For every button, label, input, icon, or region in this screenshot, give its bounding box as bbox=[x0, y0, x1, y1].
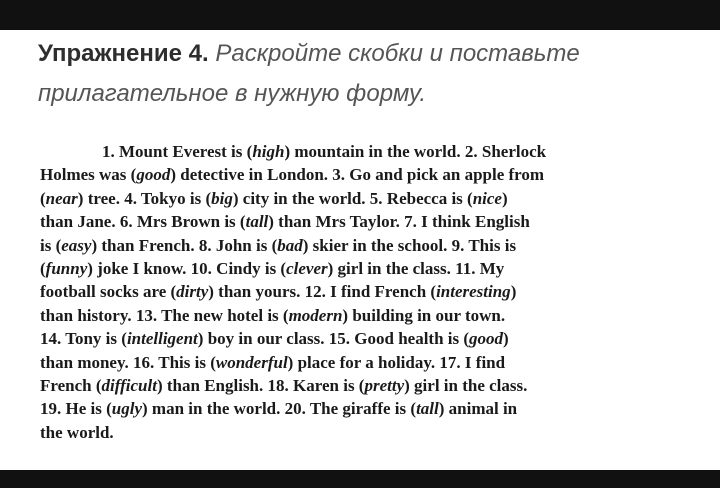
exercise-text-segment: 19. He is ( bbox=[40, 399, 112, 419]
exercise-text-segment: ) place for a holiday. 17. I find bbox=[287, 352, 506, 372]
exercise-text-segment: ( bbox=[40, 258, 46, 278]
adjective-in-brackets: funny bbox=[45, 258, 88, 278]
exercise-text-segment: is ( bbox=[40, 235, 62, 255]
exercise-text-segment: ) joke I know. 10. Cindy is ( bbox=[87, 258, 287, 278]
adjective-in-brackets: bad bbox=[277, 235, 303, 255]
exercise-text-segment: ) than English. 18. Karen is ( bbox=[156, 375, 365, 395]
exercise-text-segment: ) detective in London. 3. Go and pick an apple from bbox=[170, 165, 545, 185]
exercise-text-segment: Holmes was ( bbox=[40, 165, 137, 185]
exercise-text-segment: ) bbox=[503, 329, 509, 349]
adjective-in-brackets: interesting bbox=[436, 282, 511, 302]
adjective-in-brackets: tall bbox=[416, 399, 439, 419]
exercise-text-segment: ) than French. 8. John is ( bbox=[91, 235, 278, 255]
adjective-in-brackets: good bbox=[469, 329, 504, 349]
exercise-line bbox=[40, 140, 680, 163]
exercise-line bbox=[40, 187, 680, 210]
exercise-line bbox=[40, 351, 680, 374]
exercise-text-segment: ) bbox=[510, 282, 517, 302]
adjective-in-brackets: modern bbox=[288, 305, 343, 325]
exercise-line bbox=[40, 234, 680, 257]
exercise-instruction-part1: Раскройте скобки и поставьте bbox=[215, 40, 580, 67]
exercise-text-segment: ) girl in the class. bbox=[404, 375, 528, 395]
adjective-in-brackets: wonderful bbox=[215, 352, 288, 372]
exercise-instruction-part2: прилагательное в нужную форму. bbox=[38, 80, 427, 107]
adjective-in-brackets: nice bbox=[472, 188, 502, 208]
exercise-text-block bbox=[40, 140, 680, 444]
exercise-page bbox=[0, 30, 720, 470]
exercise-line bbox=[40, 327, 680, 350]
exercise-text-segment: ( bbox=[40, 188, 46, 208]
exercise-text-segment: the world. bbox=[40, 422, 114, 442]
exercise-line bbox=[40, 397, 680, 420]
exercise-text-segment: than history. 13. The new hotel is ( bbox=[40, 305, 289, 325]
exercise-text-segment: ) animal in bbox=[438, 399, 518, 419]
exercise-text-segment: football socks are ( bbox=[40, 282, 177, 302]
adjective-in-brackets: near bbox=[45, 188, 78, 208]
adjective-in-brackets: difficult bbox=[101, 375, 157, 395]
exercise-text-segment: than money. 16. This is ( bbox=[40, 352, 216, 372]
exercise-text-segment: ) skier in the school. 9. This is bbox=[302, 235, 517, 255]
adjective-in-brackets: pretty bbox=[364, 375, 405, 395]
exercise-text-segment: ) mountain in the world. 2. Sherlock bbox=[284, 142, 547, 161]
exercise-text-segment: ) than Mrs Taylor. 7. I think English bbox=[268, 212, 530, 232]
exercise-text-segment: ) tree. 4. Tokyo is ( bbox=[77, 188, 212, 208]
adjective-in-brackets: dirty bbox=[176, 282, 209, 302]
exercise-text-segment: ) girl in the class. 11. My bbox=[327, 258, 505, 278]
adjective-in-brackets: high bbox=[252, 142, 285, 161]
exercise-text-segment: ) than yours. 12. I find French ( bbox=[208, 282, 437, 302]
exercise-label: Упражнение 4. bbox=[38, 40, 209, 67]
exercise-text-segment: ) boy in our class. 15. Good health is ( bbox=[197, 329, 470, 349]
exercise-text-segment: ) man in the world. 20. The giraffe is ( bbox=[142, 399, 417, 419]
adjective-in-brackets: ugly bbox=[111, 399, 143, 419]
exercise-text-segment: ) city in the world. 5. Rebecca is ( bbox=[232, 188, 473, 208]
adjective-in-brackets: tall bbox=[245, 212, 269, 232]
exercise-text-segment: ) bbox=[501, 188, 508, 208]
exercise-line bbox=[40, 210, 680, 233]
exercise-text-segment: 14. Tony is ( bbox=[40, 329, 127, 349]
exercise-line bbox=[40, 257, 680, 280]
exercise-text-segment: ) building in our town. bbox=[342, 305, 506, 325]
adjective-in-brackets: clever bbox=[286, 258, 328, 278]
adjective-in-brackets: easy bbox=[61, 235, 92, 255]
exercise-line bbox=[40, 280, 680, 303]
bottom-dark-band bbox=[0, 470, 720, 488]
exercise-text-segment: French ( bbox=[40, 375, 102, 395]
top-dark-band bbox=[0, 0, 720, 30]
adjective-in-brackets: intelligent bbox=[126, 329, 198, 349]
exercise-line bbox=[40, 374, 680, 397]
exercise-heading bbox=[38, 34, 698, 114]
adjective-in-brackets: good bbox=[136, 165, 171, 185]
adjective-in-brackets: big bbox=[211, 188, 233, 208]
exercise-line bbox=[40, 163, 680, 186]
exercise-text-segment: than Jane. 6. Mrs Brown is ( bbox=[40, 212, 246, 232]
exercise-line bbox=[40, 421, 680, 444]
exercise-text-segment: 1. Mount Everest is ( bbox=[102, 142, 253, 161]
exercise-line bbox=[40, 304, 680, 327]
